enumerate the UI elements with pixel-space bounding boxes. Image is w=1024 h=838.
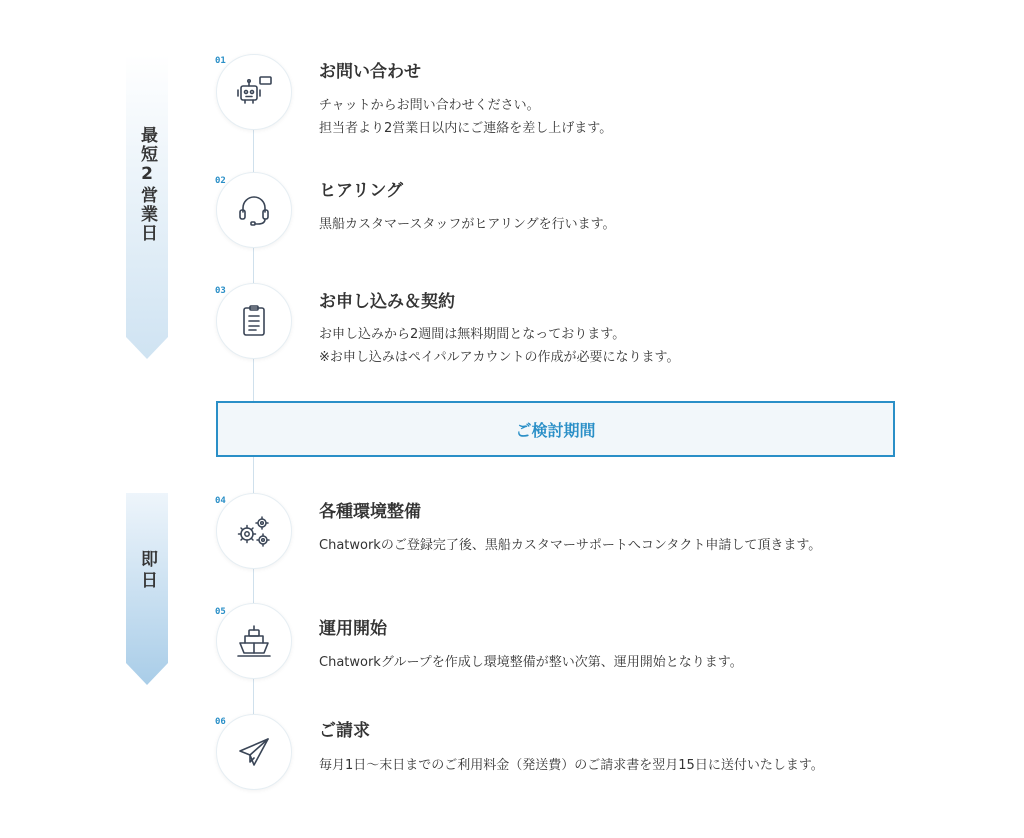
step-icon-circle (216, 603, 292, 679)
step-description (319, 323, 679, 369)
step-description-line: 黒船カスタマースタッフがヒアリングを行います。 (319, 217, 616, 232)
step-icon-circle (216, 283, 292, 359)
step-description-line: 担当者より2営業日以内にご連絡を差し上げます。 (319, 121, 613, 136)
gears-icon (234, 511, 274, 551)
document-icon (234, 301, 274, 341)
step-number: 02 (215, 176, 226, 186)
step-description (319, 754, 824, 777)
step-title: 各種環境整備 (319, 502, 421, 522)
ship-icon (234, 621, 274, 661)
step-title: 運用開始 (319, 619, 387, 639)
step-description (319, 213, 616, 236)
step-description (319, 651, 743, 674)
consideration-period-label: ご検討期間 (515, 420, 596, 440)
step-description-line: ※お申し込みはペイパルアカウントの作成が必要になります。 (319, 350, 680, 365)
step-title: ヒアリング (319, 181, 403, 201)
step-number: 04 (215, 496, 226, 506)
step-description-line: Chatworkグループを作成し環境整備が整い次第、運用開始となります。 (319, 655, 743, 670)
step-description (319, 94, 612, 140)
step-title: お問い合わせ (319, 62, 421, 82)
step-icon-circle (216, 493, 292, 569)
phase-label-2: 即日 (137, 550, 157, 592)
step-description-line: お申し込みから2週間は無料期間となっております。 (319, 327, 626, 342)
step-description-line: 毎月1日〜末日までのご利用料金（発送費）のご請求書を翌月15日に送付いたします。 (319, 758, 824, 773)
step-title: ご請求 (319, 721, 370, 741)
step-number: 01 (215, 56, 226, 66)
step-description-line: チャットからお問い合わせください。 (319, 98, 540, 113)
step-description-line: Chatworkのご登録完了後、黒船カスタマーサポートへコンタクト申請して頂きます。 (319, 538, 822, 553)
headset-icon (234, 190, 274, 230)
phase-label-1: 最短2営業日 (137, 126, 157, 243)
step-icon-circle (216, 54, 292, 130)
step-title: お申し込み＆契約 (319, 292, 455, 312)
step-number: 06 (215, 717, 226, 727)
step-icon-circle (216, 172, 292, 248)
step-icon-circle (216, 714, 292, 790)
step-description (319, 534, 821, 557)
step-number: 05 (215, 607, 226, 617)
step-number: 03 (215, 286, 226, 296)
robot-chat-icon (234, 72, 274, 112)
paper-plane-icon (234, 732, 274, 772)
consideration-period-box (216, 401, 895, 457)
